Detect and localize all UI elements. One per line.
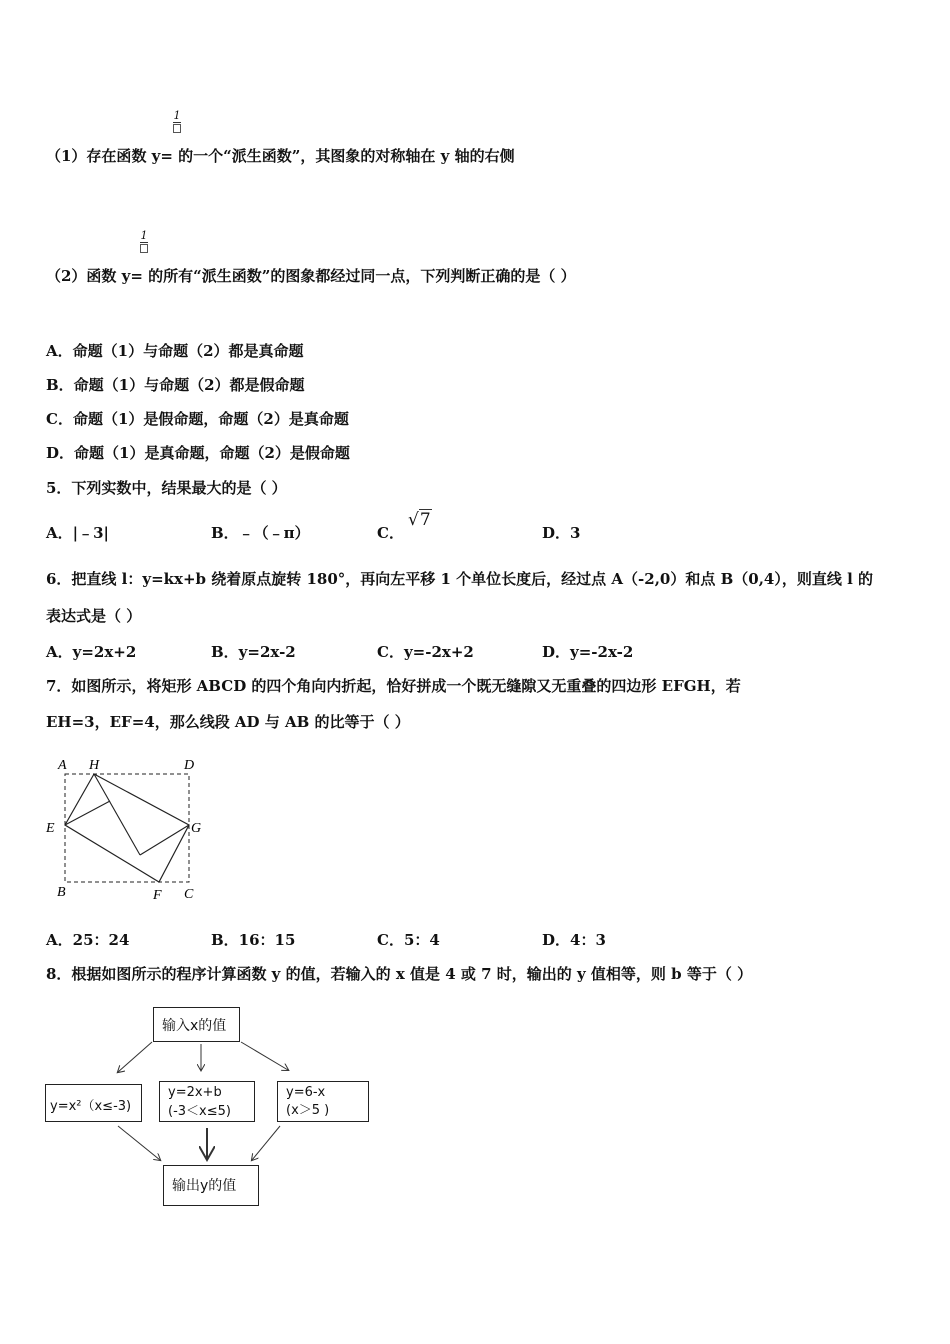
left-box-label: y=x²（x≤-3) [50, 1099, 132, 1114]
q7-stem-line-2: EH=3，EF=4，那么线段 AD 与 AB 的比等于（ ） [46, 713, 410, 731]
flow-mid-box [159, 1081, 255, 1122]
fraction-numerator: 1 [140, 229, 148, 242]
fraction-1 [173, 110, 181, 133]
sqrt-radicand: 7 [419, 510, 431, 530]
mid-box-line-2: (-3＜x≤5) [168, 1104, 231, 1119]
arrow-right-to-output [252, 1126, 280, 1160]
arrow-input-to-left [118, 1042, 152, 1072]
q4-option-c[interactable]: C．命题（1）是假命题，命题（2）是真命题 [46, 410, 349, 428]
fraction-2 [140, 230, 148, 253]
q7-option-c[interactable]: C．5：4 [377, 931, 440, 949]
input-box-label: 输入x的值 [162, 1018, 227, 1034]
label-e: E [46, 821, 55, 836]
q5-stem: 5．下列实数中，结果最大的是（ ） [46, 479, 287, 497]
label-h: H [89, 758, 100, 773]
q5-option-d[interactable]: D．3 [542, 524, 581, 542]
mid-box-line-1: y=2x+b [168, 1085, 222, 1100]
q4-option-d[interactable]: D．命题（1）是真命题，命题（2）是假命题 [46, 444, 350, 462]
arrow-input-to-right [241, 1042, 288, 1070]
q4-option-b[interactable]: B．命题（1）与命题（2）都是假命题 [46, 376, 305, 394]
q5-option-b[interactable]: B．﹣（﹣π） [211, 524, 310, 542]
q8-stem: 8．根据如图所示的程序计算函数 y 的值，若输入的 x 值是 4 或 7 时，输出的 y 值相等，则 b 等于（ ） [46, 965, 753, 983]
fraction-numerator: 1 [173, 109, 181, 122]
fraction-denominator-placeholder [140, 244, 148, 253]
q7-option-b[interactable]: B．16：15 [211, 931, 296, 949]
q6-option-d[interactable]: D．y=-2x-2 [542, 643, 634, 661]
rectangle-fold-figure [44, 752, 214, 904]
flow-right-box [277, 1081, 369, 1122]
q5-option-c[interactable]: C． [377, 524, 404, 542]
quadrilateral-efgh [65, 774, 189, 882]
fraction-denominator-placeholder [173, 124, 181, 133]
q6-stem-line-1: 6．把直线 l：y=kx+b 绕着原点旋转 180°，再向左平移 1 个单位长度后，经过点 A（-2,0）和点 B（0,4），则直线 l 的 [46, 570, 873, 588]
sqrt-seven: √7 [408, 510, 431, 530]
label-d: D [184, 758, 195, 773]
arrow-left-to-output [118, 1126, 160, 1160]
q6-option-a[interactable]: A．y=2x+2 [46, 643, 137, 661]
q4-statement-1: （1）存在函数 y= 的一个“派生函数”，其图象的对称轴在 y 轴的右侧 [46, 147, 515, 165]
q4-option-a[interactable]: A．命题（1）与命题（2）都是真命题 [46, 342, 304, 360]
q7-option-d[interactable]: D．4：3 [542, 931, 606, 949]
rectangle-abcd [65, 774, 189, 882]
flow-left-box [45, 1084, 142, 1122]
output-box-label: 输出y的值 [172, 1178, 237, 1194]
label-a: A [58, 758, 67, 773]
right-box-line-1: y=6-x [286, 1085, 326, 1100]
q6-option-b[interactable]: B．y=2x-2 [211, 643, 296, 661]
q4-statement-2: （2）函数 y= 的所有“派生函数”的图象都经过同一点，下列判断正确的是（ ） [46, 267, 576, 285]
q7-option-a[interactable]: A．25：24 [46, 931, 130, 949]
label-f: F [153, 888, 162, 903]
label-g: G [191, 821, 202, 836]
q6-stem-line-2: 表达式是（ ） [46, 607, 142, 625]
label-b: B [57, 885, 66, 900]
flow-output-box [163, 1165, 259, 1206]
flow-input-box [153, 1007, 240, 1042]
q7-stem-line-1: 7．如图所示，将矩形 ABCD 的四个角向内折起，恰好拼成一个既无缝隙又无重叠的四边形 EFGH，若 [46, 677, 741, 695]
fraction-bar [140, 242, 148, 243]
fraction-bar [173, 122, 181, 123]
q6-option-c[interactable]: C．y=-2x+2 [377, 643, 474, 661]
label-c: C [184, 887, 194, 902]
q5-option-a[interactable]: A．|﹣3| [46, 524, 109, 542]
right-box-line-2: (x＞5 ) [286, 1103, 330, 1118]
